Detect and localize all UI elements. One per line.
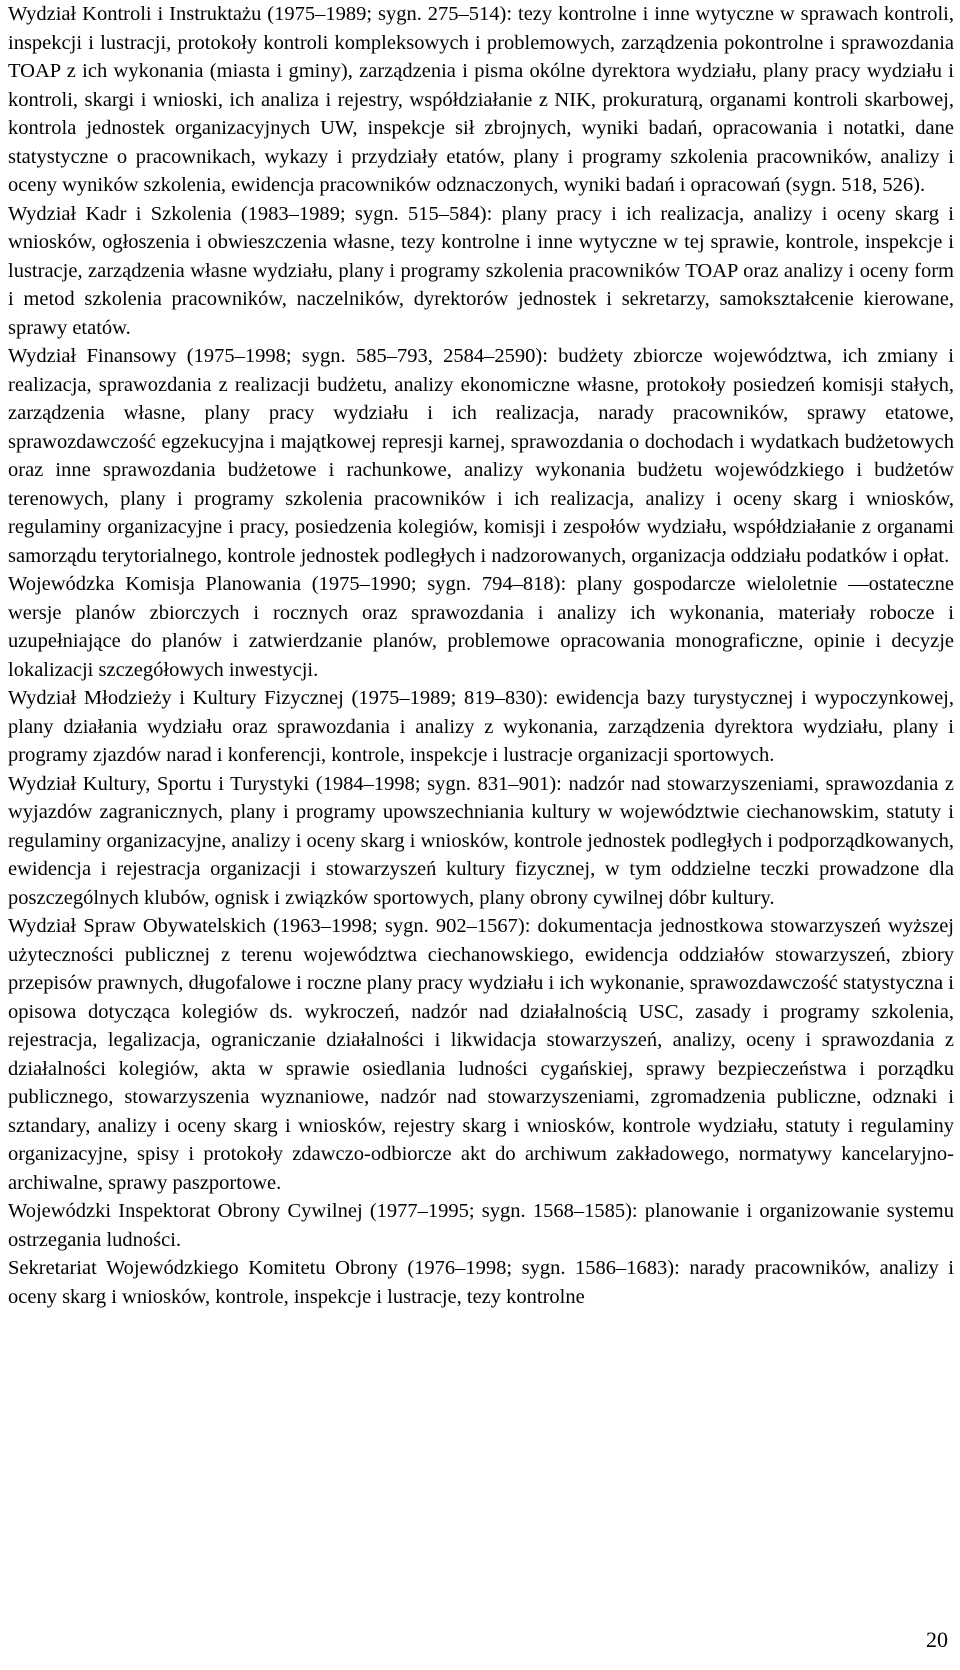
entry-wydzial-finansowy: Wydział Finansowy (1975–1998; sygn. 585–793, 2584–2590): budżety zbiorcze województwa, ich zmiany i realizacja, sprawozdania z realizacji budżetu, analizy ekonomiczne własne, protokoły posiedzeń komisji stałych, zarządzenia własne, plany pracy wydziału i ich realizacja, narady pracowników, sprawy etatowe, sprawozdawczość egzekucyjna i majątkowej represji karnej, sprawozdania o dochodach i wydatkach budżetowych oraz inne sprawozdania budżetowe i rachunkowe, analizy wykonania budżetu wojewódzkiego i budżetów terenowych, plany i programy szkolenia pracowników i ich realizacja, analizy i oceny skarg i wniosków, regulaminy organizacyjne i pracy, posiedzenia kolegiów, komisji i zespołów wydziału, współdziałanie z organami samorządu terytorialnego, kontrole jednostek podległych i nadzorowanych, organizacja oddziału podatków i opłat. xyxy=(8,345,954,567)
entry-sekretariat-komitetu-obrony: Sekretariat Wojewódzkiego Komitetu Obrony (1976–1998; sygn. 1586–1683): narady pracowników, analizy i oceny skarg i wniosków, kontrole, inspekcje i lustracje, tezy kontrolne xyxy=(8,1257,954,1308)
page-number: 20 xyxy=(926,1627,948,1652)
entry-inspektorat-obrony-cywilnej: Wojewódzki Inspektorat Obrony Cywilnej (1977–1995; sygn. 1568–1585): planowanie i organizowanie systemu ostrzegania ludności. xyxy=(8,1200,954,1251)
entry-wydzial-spraw-obywatelskich: Wydział Spraw Obywatelskich (1963–1998; sygn. 902–1567): dokumentacja jednostkowa stowarzyszeń wyższej użyteczności publicznej z terenu województwa ciechanowskiego, ewidencja oddziałów stowarzyszeń, zbiory przepisów prawnych, długofalowe i roczne plany pracy wydziału i ich wykonanie, sprawozdawczość statystyczna i opisowa dotycząca kolegiów ds. wykroczeń, nadzór nad działalnością USC, zasady i programy szkolenia, rejestracja, legalizacja, ograniczanie działalności i likwidacja stowarzyszeń, analizy, oceny i sprawozdania z działalności kolegiów, akta w sprawie osiedlania ludności cygańskiej, sprawy bezpieczeństwa i porządku publicznego, stowarzyszenia wyznaniowe, nadzór nad stowarzyszeniami, zgromadzenia publiczne, odznaki i sztandary, analizy i oceny skarg i wniosków, rejestry skarg i wniosków, kontrole wydziału, statuty i regulaminy organizacyjne, spisy i protokoły zdawczo-odbiorcze akt do archiwum zakładowego, normatywy kancelaryjno-archiwalne, sprawy paszportowe. xyxy=(8,915,954,1194)
entry-wydzial-mlodziezy: Wydział Młodzieży i Kultury Fizycznej (1975–1989; 819–830): ewidencja bazy turystycznej i wypoczynkowej, plany działania wydziału oraz sprawozdania i analizy z wykonania, zarządzenia dyrektora wydziału, plany i programy zjazdów narad i konferencji, kontrole, inspekcje i lustracje organizacji sportowych. xyxy=(8,687,954,766)
document-page xyxy=(8,0,954,1311)
entry-wydzial-kontroli: Wydział Kontroli i Instruktażu (1975–1989; sygn. 275–514): tezy kontrolne i inne wytyczne w sprawach kontroli, inspekcji i lustracji, protokoły kontroli kompleksowych i problemowych, zarządzenia pokontrolne i sprawozdania TOAP z ich wykonania (miasta i gminy), zarządzenia i pisma okólne dyrektora wydziału, plany pracy wydziału i kontroli, skargi i wnioski, ich analiza i rejestry, współdziałanie z NIK, prokuraturą, organami kontroli skarbowej, kontrola jednostek organizacyjnych UW, inspekcje sił zbrojnych, wyniki badań, opracowania i notatki, dane statystyczne o pracownikach, wykazy i przydziały etatów, plany i programy szkolenia pracowników, analizy i oceny wyników szkolenia, ewidencja pracowników odznaczonych, wyniki badań i opracowań (sygn. 518, 526). xyxy=(8,3,954,196)
entry-wydzial-kultury: Wydział Kultury, Sportu i Turystyki (1984–1998; sygn. 831–901): nadzór nad stowarzyszeniami, sprawozdania z wyjazdów zagranicznych, plany i programy upowszechniania kultury w województwie ciechanowskim, statuty i regulaminy organizacyjne, analizy i oceny skarg i wniosków, kontrole jednostek podległych i podporządkowanych, ewidencja i rejestracja organizacji i stowarzyszeń kultury fizycznej, w tym oddzielne teczki prowadzone dla poszczególnych klubów, ognisk i związków sportowych, plany obrony cywilnej dóbr kultury. xyxy=(8,772,954,909)
entry-komisja-planowania: Wojewódzka Komisja Planowania (1975–1990; sygn. 794–818): plany gospodarcze wieloletnie —ostateczne wersje planów zbiorczych i rocznych oraz sprawozdania i analizy ich wykonania, materiały robocze i uzupełniające do planów i zatwierdzanie planów, problemowe opracowania monograficzne, opinie i decyzje lokalizacji szczegółowych inwestycji. xyxy=(8,573,954,681)
entry-wydzial-kadr: Wydział Kadr i Szkolenia (1983–1989; sygn. 515–584): plany pracy i ich realizacja, analizy i oceny skarg i wniosków, ogłoszenia i obwieszczenia własne, tezy kontrolne i inne wytyczne w tej sprawie, kontrole, inspekcje i lustracje, zarządzenia własne wydziału, plany i programy szkolenia pracowników TOAP oraz analizy i oceny form i metod szkolenia pracowników, naczelników, dyrektorów jednostek i sekretarzy, samokształcenie kierowane, sprawy etatów. xyxy=(8,202,954,339)
